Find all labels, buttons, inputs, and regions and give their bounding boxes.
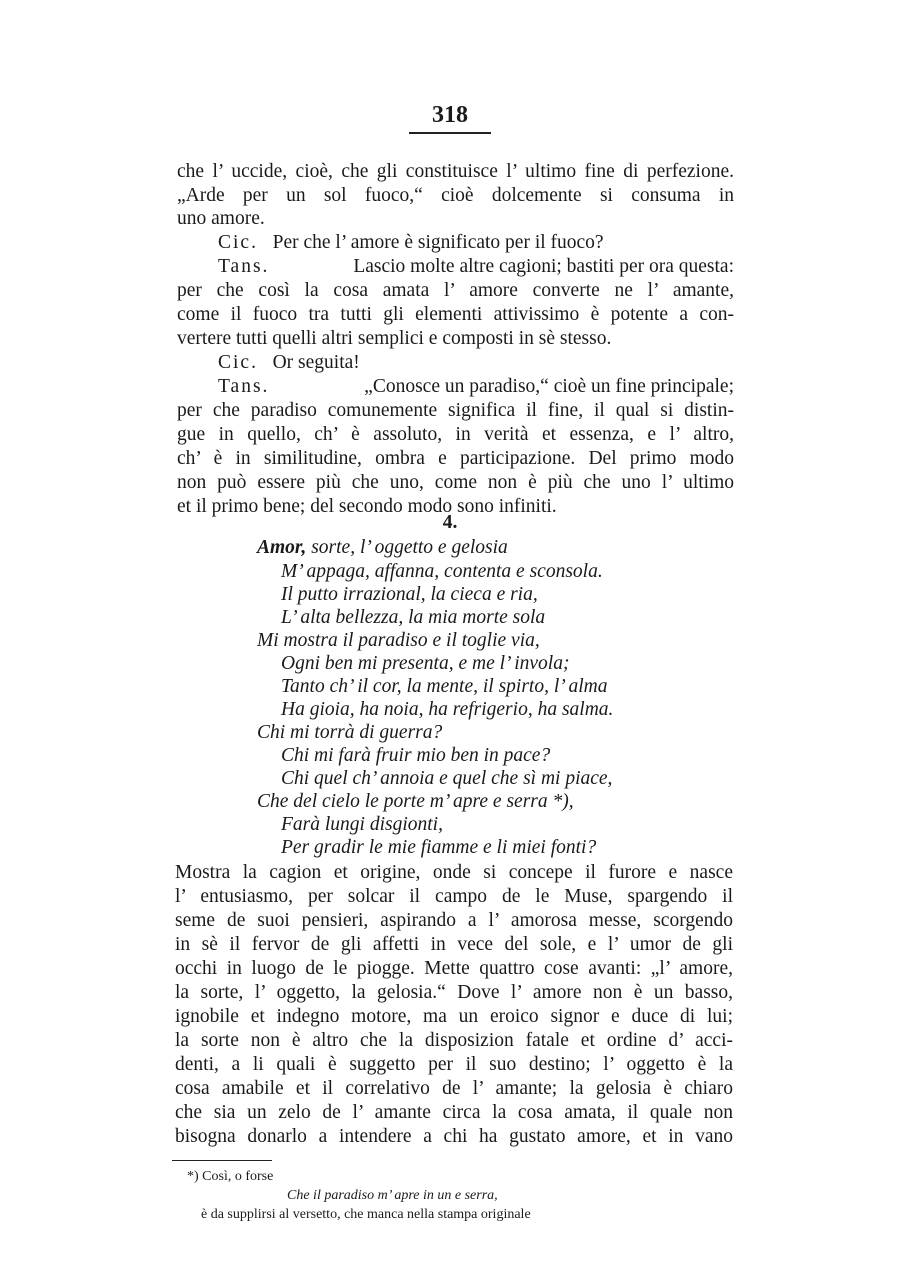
text-line: occhi in luogo de le piogge. Mette quattro cose avanti: „l’ amore, bbox=[175, 958, 733, 979]
footnote-rule bbox=[172, 1160, 272, 1161]
footnote-line: Che il paradiso m’ apre in un e serra, bbox=[287, 1188, 498, 1203]
text-line: non può essere più che uno, come non è più che uno l’ ultimo bbox=[177, 472, 734, 493]
dialogue-text: Or seguita! bbox=[272, 352, 360, 373]
text-line: seme de suoi pensieri, aspirando a l’ amorosa messe, scorgendo bbox=[175, 910, 733, 931]
verse-line: Chi mi farà fruir mio ben in pace? bbox=[281, 745, 551, 766]
verse-line: Chi mi torrà di guerra? bbox=[257, 722, 443, 743]
text-line: per che così la cosa amata l’ amore converte ne l’ amante, bbox=[177, 280, 734, 301]
verse-line: Farà lungi disgionti, bbox=[281, 814, 443, 835]
header-rule bbox=[409, 132, 491, 134]
verse-line: Mi mostra il paradiso e il toglie via, bbox=[257, 630, 540, 651]
dialogue-text: „Conosce un paradiso,“ cioè un fine principale; bbox=[364, 376, 734, 397]
section-number: 4. bbox=[442, 512, 458, 533]
text-line: denti, a li quali è suggetto per il suo destino; l’ oggetto è la bbox=[175, 1054, 733, 1075]
text-line: come il fuoco tra tutti gli elementi attivissimo è potente a con- bbox=[177, 304, 734, 325]
text-line: uno amore. bbox=[177, 208, 265, 229]
text-line: in sè il fervor de gli affetti in vece del sole, e l’ umor de gli bbox=[175, 934, 733, 955]
text-line: „Arde per un sol fuoco,“ cioè dolcemente si consuma in bbox=[177, 185, 734, 206]
verse-line: Chi quel ch’ annoia e quel che sì mi piace, bbox=[281, 768, 613, 789]
verse-line: Per gradir le mie fiamme e li miei fonti? bbox=[281, 837, 597, 858]
verse-line: Tanto ch’ il cor, la mente, il spirto, l’ alma bbox=[281, 676, 608, 697]
dialogue-line bbox=[218, 375, 734, 399]
verse-line: Amor, sorte, l’ oggetto e gelosia bbox=[257, 537, 508, 558]
text-line: che l’ uccide, cioè, che gli constituisce l’ ultimo fine di perfezione. bbox=[177, 161, 734, 182]
verse-line: Il putto irrazional, la cieca e ria, bbox=[281, 584, 538, 605]
speaker-label: Tans. bbox=[218, 256, 270, 277]
speaker-label: Tans. bbox=[218, 376, 270, 397]
speaker-label: Cic. bbox=[218, 352, 258, 373]
text-line: vertere tutti quelli altri semplici e composti in sè stesso. bbox=[177, 328, 612, 349]
text-line: la sorte, l’ oggetto, la gelosia.“ Dove l’ amore non è un basso, bbox=[175, 982, 733, 1003]
text-line: bisogna donarlo a intendere a chi ha gustato amore, et in vano bbox=[175, 1126, 733, 1147]
text-line: che sia un zelo de l’ amante circa la cosa amata, il quale non bbox=[175, 1102, 733, 1123]
verse-line: Ha gioia, ha noia, ha refrigerio, ha salma. bbox=[281, 699, 614, 720]
verse-line: L’ alta bellezza, la mia morte sola bbox=[281, 607, 546, 628]
dialogue-text: Per che l’ amore è significato per il fuoco? bbox=[272, 232, 604, 253]
verse-line: Che del cielo le porte m’ apre e serra *), bbox=[257, 791, 574, 812]
dialogue-line bbox=[218, 231, 604, 255]
verse-line: Ogni ben mi presenta, e me l’ invola; bbox=[281, 653, 570, 674]
text-line: ch’ è in similitudine, ombra e participazione. Del primo modo bbox=[177, 448, 734, 469]
footnote-line: è da supplirsi al versetto, che manca nella stampa originale bbox=[201, 1207, 531, 1222]
dialogue-line bbox=[218, 351, 360, 375]
page-number: 318 bbox=[432, 102, 468, 128]
text-line: cosa amabile et il correlativo de l’ amante; la gelosia è chiaro bbox=[175, 1078, 733, 1099]
text-line: la sorte non è altro che la disposizion fatale et ordine d’ acci- bbox=[175, 1030, 733, 1051]
text-line: Mostra la cagion et origine, onde si concepe il furore e nasce bbox=[175, 862, 733, 883]
text-line: ignobile et indegno motore, ma un eroico signor e duce di lui; bbox=[175, 1006, 733, 1027]
text-line: per che paradiso comunemente significa il fine, il qual si distin- bbox=[177, 400, 734, 421]
speaker-label: Cic. bbox=[218, 232, 258, 253]
verse-line: M’ appaga, affanna, contenta e sconsola. bbox=[281, 561, 603, 582]
dialogue-text: Lascio molte altre cagioni; bastiti per ora questa: bbox=[353, 256, 734, 277]
text-line: gue in quello, ch’ è assoluto, in verità et essenza, e l’ altro, bbox=[177, 424, 734, 445]
text-line: et il primo bene; del secondo modo sono infiniti. bbox=[177, 496, 557, 517]
footnote-line: *) Così, o forse bbox=[187, 1169, 274, 1184]
text-line: l’ entusiasmo, per solcar il campo de le Muse, spargendo il bbox=[175, 886, 733, 907]
dialogue-line bbox=[218, 255, 734, 279]
